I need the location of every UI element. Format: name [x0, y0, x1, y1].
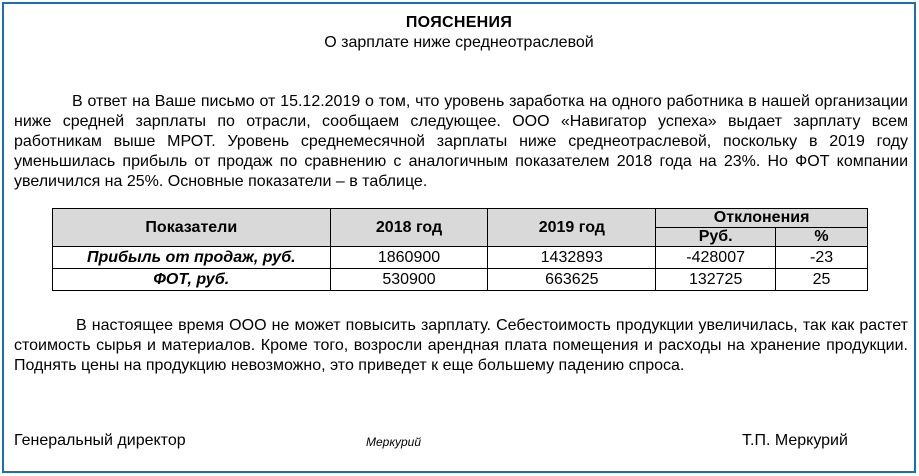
document-frame — [2, 2, 916, 473]
header-2018: 2018 год — [330, 209, 488, 247]
indicators-table — [52, 208, 868, 291]
cell-2018: 1860900 — [330, 247, 488, 269]
cell-2018: 530900 — [330, 269, 488, 291]
intro-paragraph: В ответ на Ваше письмо от 15.12.2019 о том, что уровень заработка на одного работника в нашей организации ниже средней зарплаты по отрасли, сообщаем следующее. ООО «Навигатор успеха» выдает зарплату всем работникам выше МРОТ. Уровень среднемесячной зарплаты ниже среднеотраслевой, поскольку в 2019 году уменьшилась прибыль от продаж по сравнению с аналогичным показателем 2018 года на 23%. Но ФОТ компании увеличился на 25%. Основные показатели – в таблице. — [14, 93, 908, 190]
signatory-position: Генеральный директор — [14, 432, 186, 449]
cell-deviation-rub: -428007 — [656, 247, 776, 269]
cell-deviation-rub: 132725 — [656, 269, 776, 291]
header-deviations: Отклонения — [656, 209, 868, 228]
document-title: ПОЯСНЕНИЯ — [405, 14, 513, 31]
row-label: Прибыль от продаж, руб. — [53, 247, 331, 269]
cell-2019: 1432893 — [488, 247, 656, 269]
row-label: ФОТ, руб. — [53, 269, 331, 291]
signatory-name: Т.П. Меркурий — [742, 432, 848, 449]
table-row — [53, 269, 868, 291]
header-deviation-percent: % — [776, 228, 868, 247]
handwritten-signature: Меркурий — [366, 435, 422, 449]
explanation-paragraph: В настоящее время ООО не может повысить зарплату. Себестоимость продукции увеличилась, так как растет стоимость сырья и материалов. Кроме того, возросли арендная плата помещения и расходы на хранение продукции. Поднять цены на продукцию невозможно, это приведет к еще большему падению спроса. — [14, 317, 908, 374]
cell-2019: 663625 — [488, 269, 656, 291]
document-subtitle: О зарплате ниже среднеотраслевой — [324, 34, 594, 51]
table-row — [53, 247, 868, 269]
header-indicator: Показатели — [53, 209, 331, 247]
cell-deviation-percent: -23 — [776, 247, 868, 269]
cell-deviation-percent: 25 — [776, 269, 868, 291]
header-deviation-rub: Руб. — [656, 228, 776, 247]
header-2019: 2019 год — [488, 209, 656, 247]
